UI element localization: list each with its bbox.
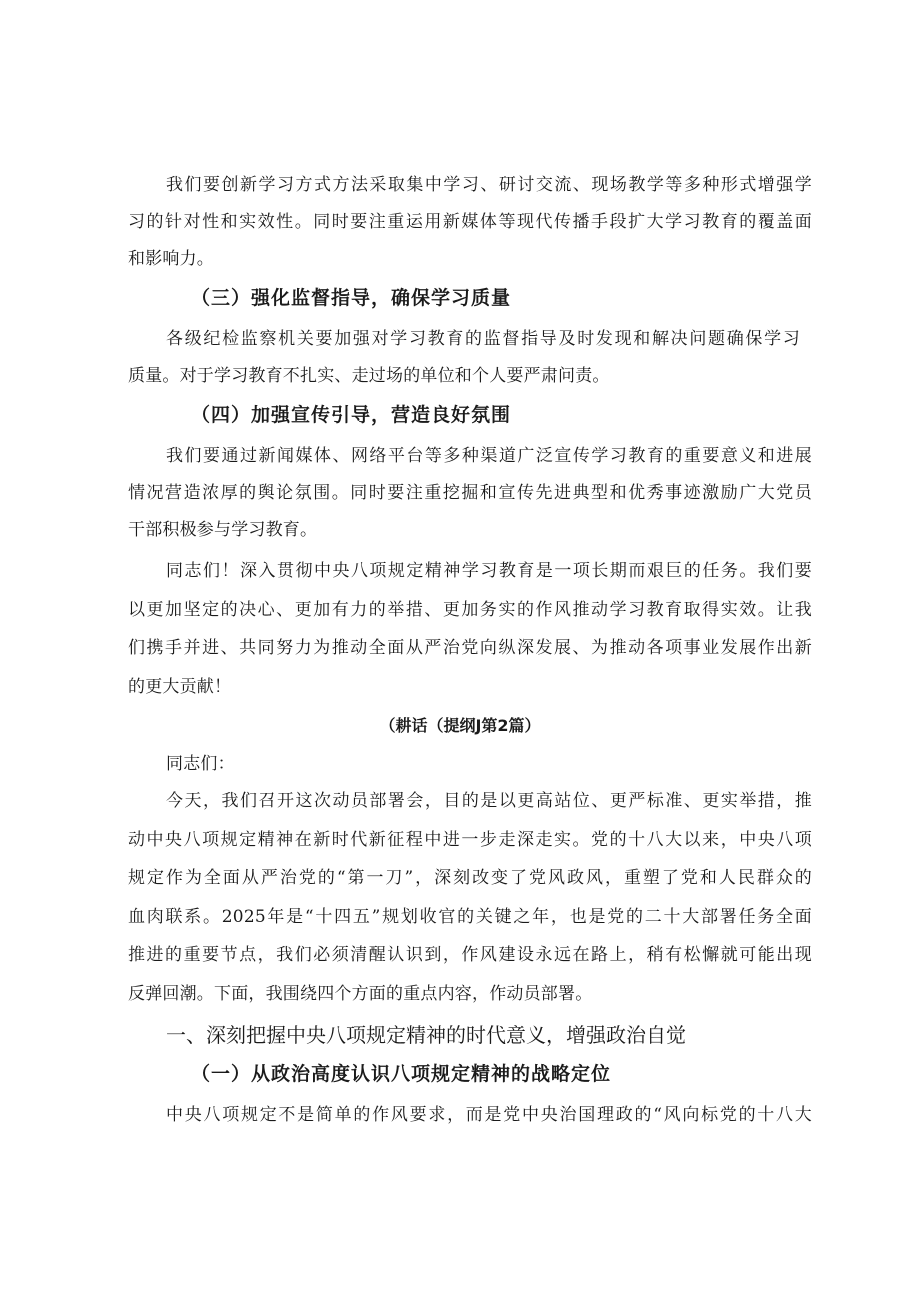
greeting: 同志们：: [166, 754, 235, 774]
para5-line5: 推进的重要节点，我们必须清醒认识到，作风建设永远在路上，稍有松懈就可能出现: [128, 945, 812, 965]
para2-line2: 质量。对于学习教育不扎实、走过场的单位和个人要严肃问责。: [128, 366, 610, 386]
section-title: （耕话（提纲J第2篇）: [379, 716, 541, 735]
para5-line1: 今天，我们召开这次动员部署会，目的是以更高站位、更严标准、更实举措，推: [166, 791, 812, 811]
para3-line1: 我们要通过新闻媒体、网络平台等多种渠道广泛宣传学习教育的重要意义和进展: [166, 446, 812, 466]
para3-line2: 情况营造浓厚的舆论氛围。同时要注重挖掘和宣传先进典型和优秀事迹激励广大党员: [128, 483, 812, 503]
para4-line2: 以更加坚定的决心、更加有力的举措、更加务实的作风推动学习教育取得实效。让我: [128, 600, 812, 620]
para4-line1: 同志们！深入贯彻中央八项规定精神学习教育是一项长期而艰巨的任务。我们要: [166, 561, 812, 581]
para3-line3: 干部积极参与学习教育。: [128, 520, 318, 540]
para1-line1: 我们要创新学习方式方法采取集中学习、研讨交流、现场教学等多种形式增强学: [166, 175, 812, 195]
para4-line4: 的更大贡献！: [128, 677, 232, 697]
subheading-political-height: （一）从政治高度认识八项规定精神的战略定位: [191, 1063, 612, 1085]
para5-line4: 血肉联系。2025年是“十四五”规划收官的关键之年，也是党的二十大部署任务全面: [128, 907, 812, 927]
subheading-strengthen-publicity: （四）加强宣传引导，营造良好氛围: [191, 404, 512, 426]
subheading-strengthen-supervision: （三）强化监督指导，确保学习质量: [191, 287, 512, 309]
para1-line3: 和影响力。: [128, 249, 214, 269]
para1-line2: 习的针对性和实效性。同时要注重运用新媒体等现代传播手段扩大学习教育的覆盖面: [128, 212, 812, 232]
para5-line3: 规定作为全面从严治党的“第一刀”，深刻改变了党风政风，重塑了党和人民群众的: [128, 868, 812, 888]
para2-line1: 各级纪检监察机关要加强对学习教育的监督指导及时发现和解决问题确保学习: [166, 329, 800, 349]
para5-line6: 反弹回潮。下面，我围绕四个方面的重点内容，作动员部署。: [128, 984, 593, 1004]
para4-line3: 们携手并进、共同努力为推动全面从严治党向纵深发展、为推动各项事业发展作出新: [128, 638, 812, 658]
para6-line1: 中央八项规定不是简单的作风要求，而是党中央治国理政的“风向标党的十八大: [166, 1105, 812, 1125]
para5-line2: 动中央八项规定精神在新时代新征程中进一步走深走实。党的十八大以来，中央八项: [128, 830, 812, 850]
main-heading-1: 一、深刻把握中央八项规定精神的时代意义，增强政治自觉: [166, 1023, 686, 1047]
